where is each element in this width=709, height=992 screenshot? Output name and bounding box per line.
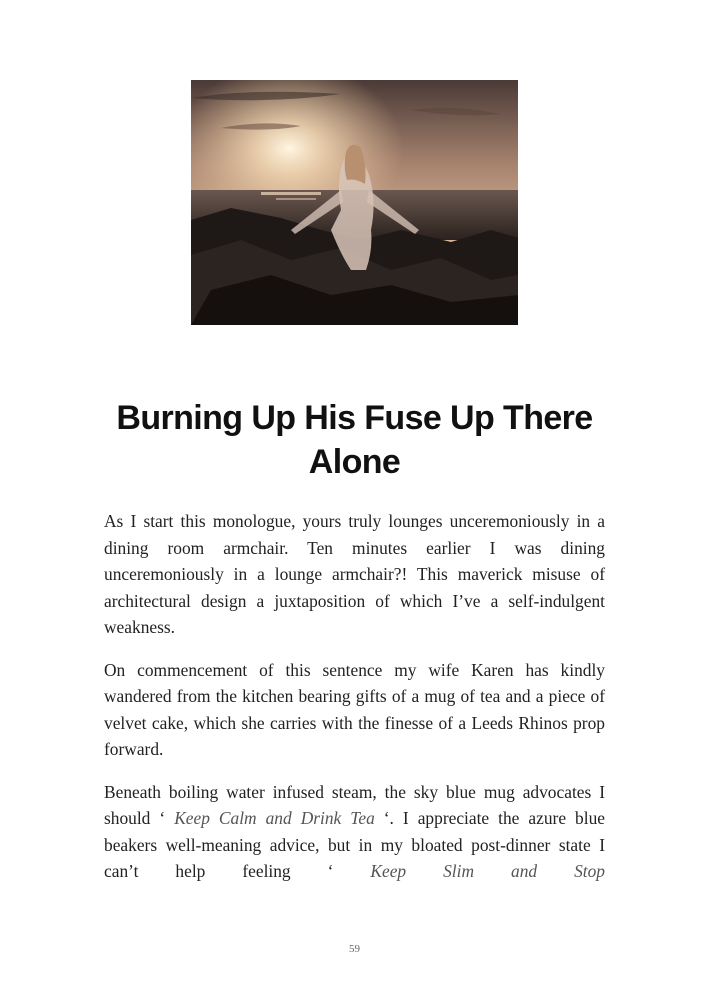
paragraph-2: On commencement of this sentence my wife Karen has kindly wandered from the kitchen bearing gifts of a mug of tea and a piece of velvet cake, which she carries with the finesse of a Leeds Rhinos prop forward. (104, 659, 605, 759)
paragraph-3-text-a: Beneath boiling water infused steam, the sky blue mug advocates I should ‘ (104, 781, 605, 828)
paragraph-3-italic-2: Keep Slim and Stop (370, 861, 605, 881)
header-photo (191, 80, 518, 325)
paragraph-3-italic-1: Keep Calm and Drink Tea (174, 808, 375, 828)
chapter-title: Burning Up His Fuse Up There Alone (116, 399, 593, 481)
paragraph-3-text-b: ‘. I appreciate the azure blue beakers well-meaning advice, but in my bloated post-dinner state I can’t help feeling ‘ (104, 808, 605, 881)
paragraph-3 (104, 779, 605, 885)
woman-on-rocks-at-sunset-image (191, 80, 518, 325)
page-number: 59 (349, 943, 360, 955)
chapter-body (104, 508, 605, 901)
paragraph-1: As I start this monologue, yours truly lounges unceremoniously in a dining room armchair. Ten minutes earlier I was dining unceremoniously in a lounge armchair?! This maverick misuse of architectural design a juxtaposition of which I’ve a self-indulgent weakness. (104, 511, 605, 637)
